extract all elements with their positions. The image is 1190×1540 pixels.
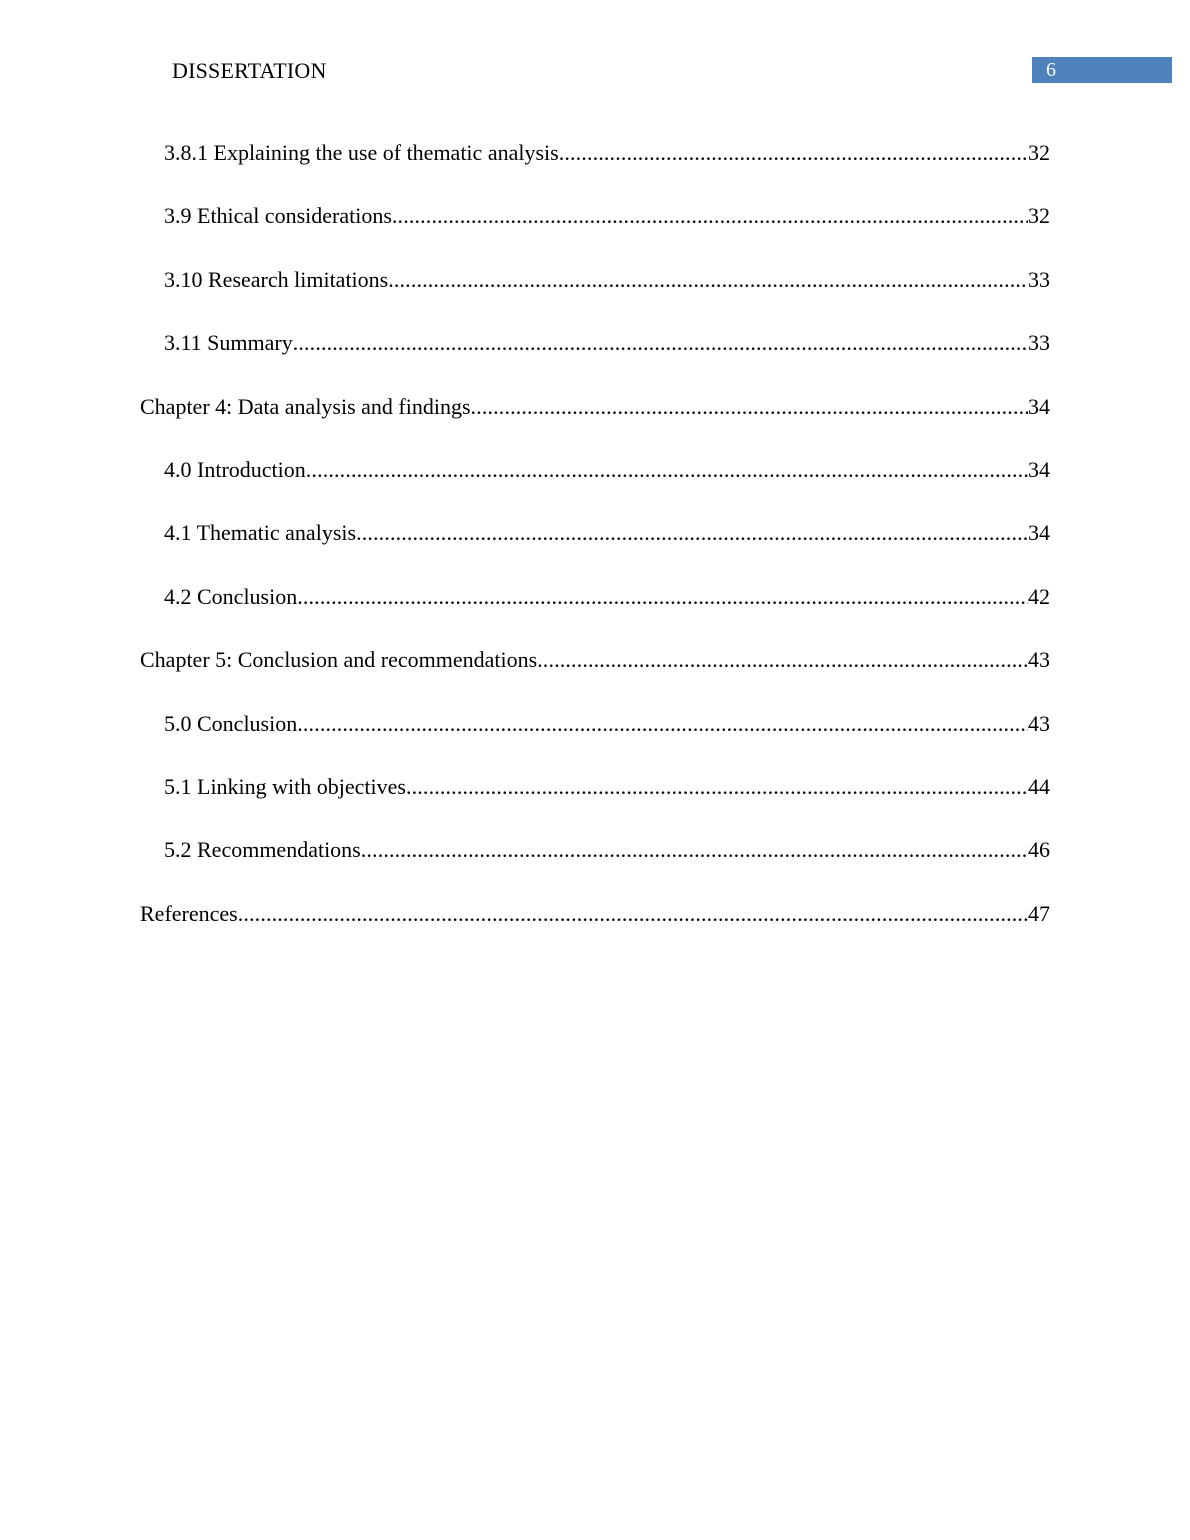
toc-entry[interactable] [140, 582, 1050, 645]
toc-entry[interactable] [140, 265, 1050, 328]
toc-entry-title: 3.10 Research limitations [164, 266, 389, 292]
toc-entry-title: 4.2 Conclusion [164, 583, 298, 609]
page-number: 6 [1046, 59, 1056, 81]
toc-dot-leader [293, 328, 1028, 358]
toc-entry-page: 34 [1028, 393, 1050, 419]
toc-entry-title: 5.1 Linking with objectives [164, 773, 406, 799]
toc-entry-title: 4.0 Introduction [164, 456, 306, 482]
toc-entry[interactable] [140, 455, 1050, 518]
toc-entry-page: 32 [1028, 203, 1050, 229]
toc-entry-page: 34 [1028, 520, 1050, 546]
toc-entry[interactable] [140, 899, 1050, 962]
toc-entry-page: 43 [1028, 647, 1050, 673]
table-of-contents [140, 138, 1050, 962]
toc-entry-page: 34 [1028, 456, 1050, 482]
toc-entry-title: Chapter 5: Conclusion and recommendations [140, 647, 538, 673]
toc-entry[interactable] [140, 328, 1050, 391]
toc-dot-leader [471, 392, 1028, 422]
page-number-badge [1032, 57, 1172, 83]
toc-entry[interactable] [140, 835, 1050, 898]
toc-dot-leader [356, 518, 1028, 548]
toc-entry-page: 32 [1028, 140, 1050, 165]
toc-dot-leader [238, 899, 1028, 929]
toc-entry-page: 47 [1028, 900, 1050, 926]
toc-entry-page: 43 [1028, 710, 1050, 736]
toc-dot-leader [559, 138, 1028, 168]
toc-entry-page: 42 [1028, 583, 1050, 609]
toc-entry[interactable] [140, 392, 1050, 455]
toc-entry-title: Chapter 4: Data analysis and findings [140, 393, 471, 419]
toc-entry-page: 33 [1028, 266, 1050, 292]
toc-dot-leader [537, 645, 1028, 675]
toc-entry[interactable] [140, 518, 1050, 581]
toc-entry-title: 5.2 Recommendations [164, 837, 361, 863]
toc-dot-leader [361, 835, 1028, 865]
toc-dot-leader [388, 265, 1028, 295]
toc-entry-title: 5.0 Conclusion [164, 710, 298, 736]
toc-entry-title: 3.11 Summary [164, 330, 293, 356]
running-header-title: DISSERTATION [172, 58, 327, 83]
toc-entry[interactable] [140, 772, 1050, 835]
toc-entry[interactable] [140, 645, 1050, 708]
toc-entry[interactable] [140, 709, 1050, 772]
toc-entry-title: References [140, 900, 238, 926]
toc-entry[interactable] [140, 201, 1050, 264]
toc-entry-page: 33 [1028, 330, 1050, 356]
toc-dot-leader [392, 201, 1028, 231]
toc-entry-title: 4.1 Thematic analysis [164, 520, 357, 546]
toc-dot-leader [406, 772, 1028, 802]
toc-dot-leader [306, 455, 1028, 485]
toc-entry-title: 3.8.1 Explaining the use of thematic analysis [164, 140, 559, 165]
toc-entry[interactable] [140, 138, 1050, 201]
toc-dot-leader [297, 709, 1028, 739]
toc-entry-title: 3.9 Ethical considerations [164, 203, 392, 229]
toc-entry-page: 46 [1028, 837, 1050, 863]
toc-entry-page: 44 [1028, 773, 1050, 799]
toc-dot-leader [297, 582, 1028, 612]
